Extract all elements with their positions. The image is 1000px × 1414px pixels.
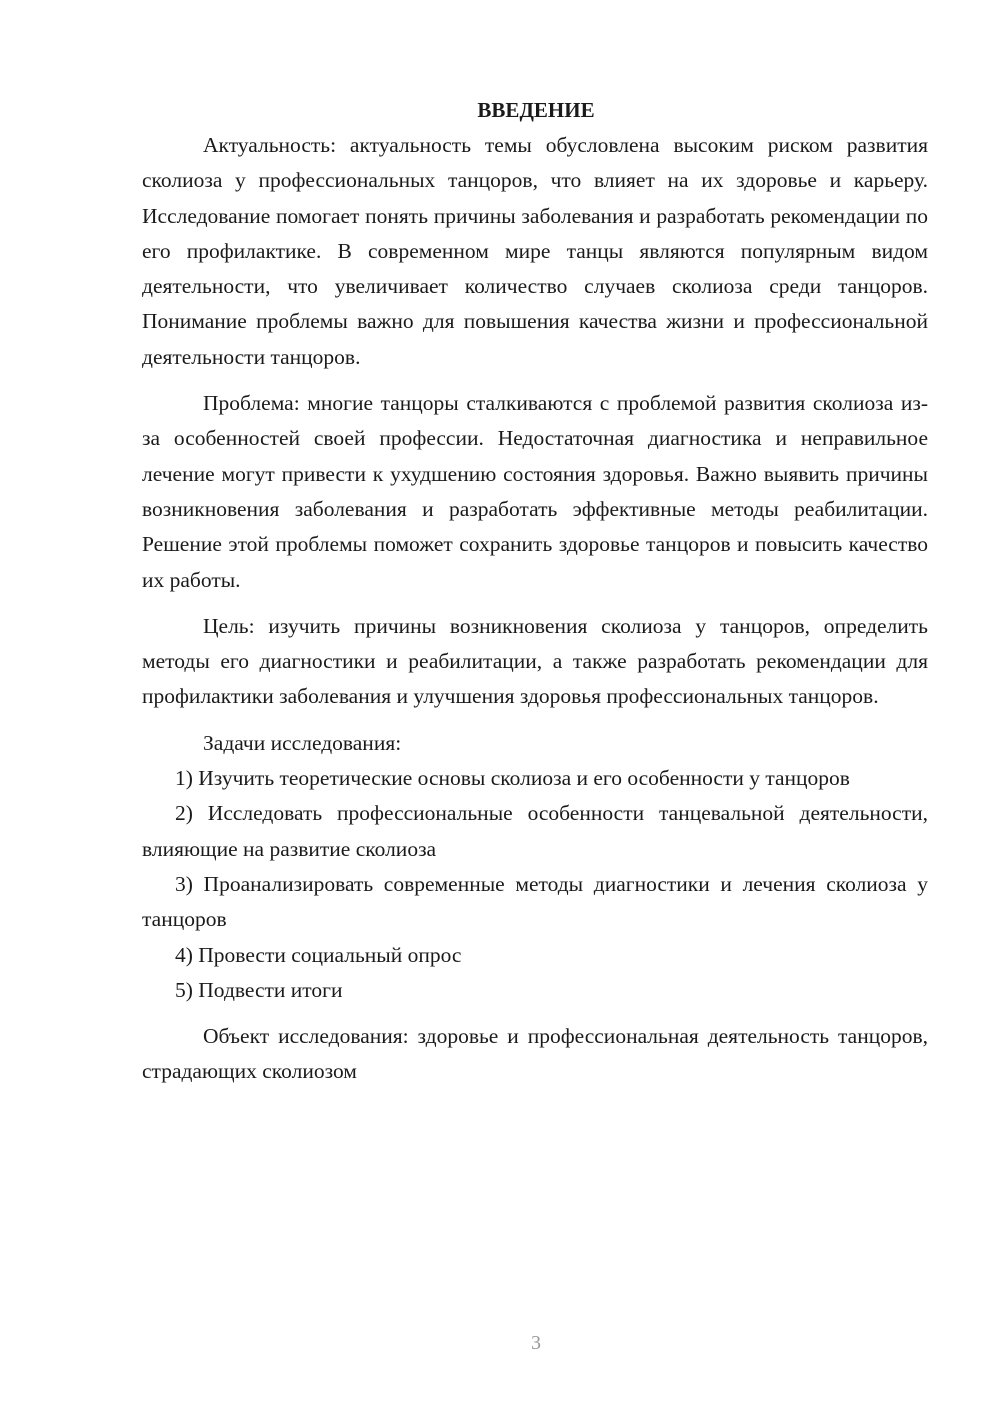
problem-paragraph: Проблема: многие танцоры сталкиваются с проблемой развития сколиоза из-за особенностей своей профессии. Недостаточная диагностика и неправильное лечение могут привести к ухудшению состояния здоровья. Важно выявить причины возникновения заболевания и разработать эффективные методы реабилитации. Решение этой проблемы поможет сохранить здоровье танцоров и повысить качество их работы. [142,391,928,592]
task-item-3: 3) Проанализировать современные методы диагностики и лечения сколиоза у танцоров [142,871,928,932]
tasks-heading: Задачи исследования: [203,730,402,755]
task-item-1: 1) Изучить теоретические основы сколиоза и его особенности у танцоров [175,766,850,791]
task-item-5: 5) Подвести итоги [175,977,343,1002]
page-title: ВВЕДЕНИЕ [477,98,595,122]
page-content [142,92,928,1090]
goal-paragraph: Цель: изучить причины возникновения сколиоза у танцоров, определить методы его диагностики и реабилитации, а также разработать рекомендации для профилактики заболевания и улучшения здоровья профессиональных танцоров. [142,613,928,709]
task-item-4: 4) Провести социальный опрос [175,942,462,967]
relevance-paragraph: Актуальность: актуальность темы обусловлена высоким риском развития сколиоза у профессиональных танцоров, что влияет на их здоровье и карьеру. Исследование помогает понять причины заболевания и разработать рекомендации по его профилактике. В современном мире танцы являются популярным видом деятельности, что увеличивает количество случаев сколиоза среди танцоров. Понимание проблемы важно для повышения качества жизни и профессиональной деятельности танцоров. [142,133,928,369]
task-item-2: 2) Исследовать профессиональные особенности танцевальной деятельности, влияющие на развитие сколиоза [142,801,928,861]
page-number: 3 [531,1332,541,1354]
object-paragraph: Объект исследования: здоровье и профессиональная деятельность танцоров, страдающих сколиозом [142,1024,928,1084]
